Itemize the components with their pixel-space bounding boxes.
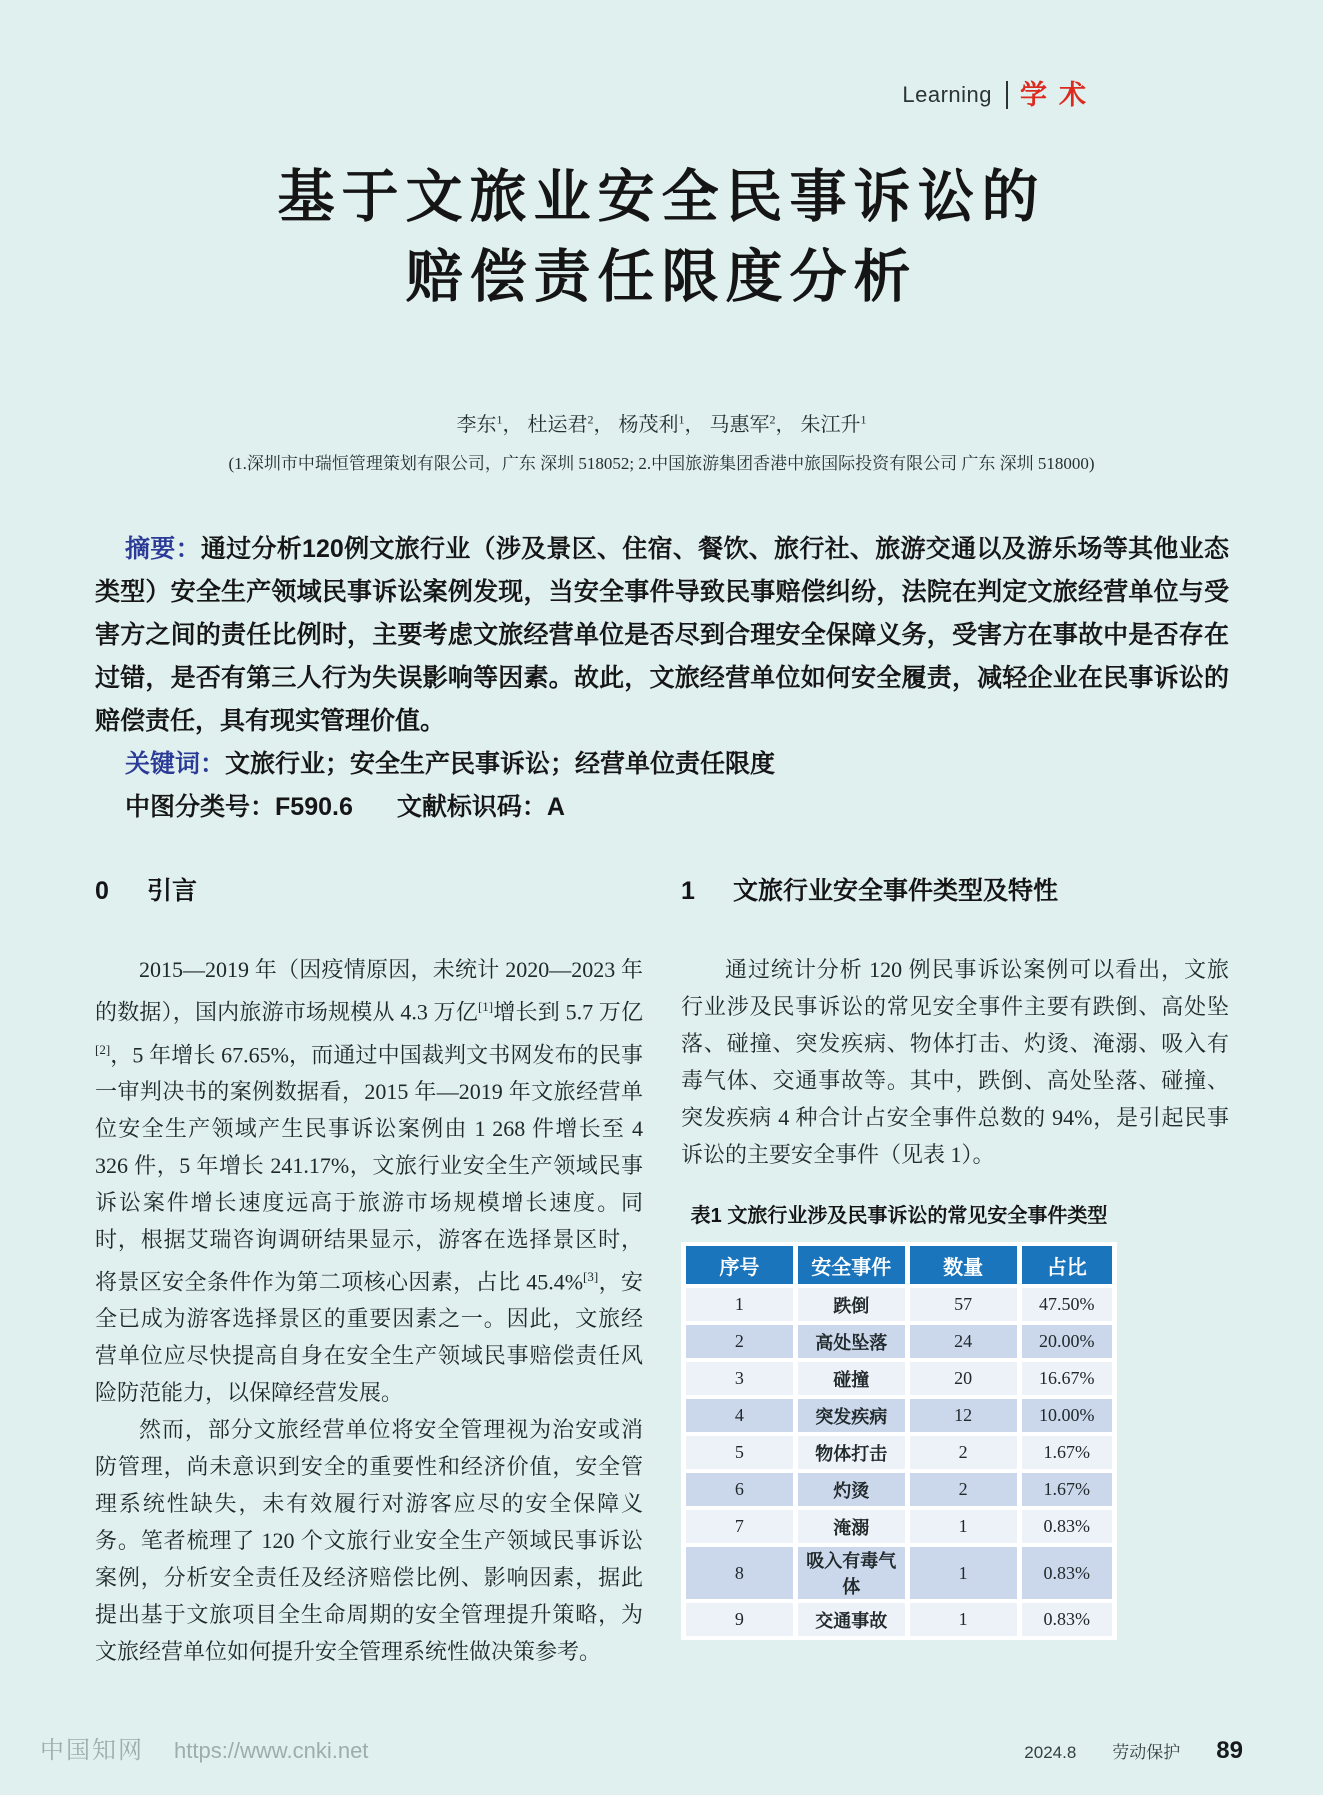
table-cell: 2 [910, 1473, 1017, 1506]
section-title: 文旅行业安全事件类型及特性 [733, 877, 1059, 906]
table-cell: 跌倒 [798, 1288, 905, 1321]
author-affiliation-mark: 1 [678, 412, 685, 427]
table-cell: 10.00% [1022, 1399, 1112, 1432]
section-number: 0 [95, 877, 109, 906]
journal-issue: 2024.8 [1024, 1743, 1077, 1762]
classification-line [125, 786, 1229, 829]
author: 杨茂利$^1$ [618, 412, 685, 437]
page-footer [40, 1730, 1243, 1765]
header-section-label: 学术 [1020, 80, 1098, 110]
journal-name: 劳动保护 [1112, 1743, 1181, 1762]
section-title: 引言 [147, 877, 198, 906]
right-column [681, 871, 1229, 1670]
intro-paragraph-1: 2015—2019 年（因疫情原因，未统计 2020—2023 年的数据），国内旅游市场规模从 4.3 万亿[1]增长到 5.7 万亿[2]，5 年增长 67.65%，而通过中国裁判文书网发布的民事一审判决书的案例数据看，2015 年—2019 年文旅经营单位安全生产领域产生民事诉讼案例由 1 268 件增长至 4 326 件，5 年增长 241.17%，文旅行业安全生产领域民事诉讼案件增长速度远高于旅游市场规模增长速度。同时，根据艾瑞咨询调研结果显示，游客在选择景区时，将景区安全条件作为第二项核心因素，占比 45.4%[3]，安全已成为游客选择景区的重要因素之一。因此，文旅经营单位应尽快提高自身在安全生产领域民事赔偿责任风险防范能力，以保障经营发展。 [95, 957, 643, 1406]
table-cell: 1.67% [1022, 1473, 1112, 1506]
table-row [686, 1436, 1112, 1469]
table-cell: 0.83% [1022, 1603, 1112, 1636]
table-cell: 20.00% [1022, 1325, 1112, 1358]
table-row [686, 1510, 1112, 1543]
table-cell: 5 [686, 1436, 793, 1469]
col-header-no: 序号 [686, 1246, 793, 1284]
col-header-count: 数量 [910, 1246, 1017, 1284]
author: 杜运君$^2$ [527, 412, 594, 437]
types-paragraph-1: 通过统计分析 120 例民事诉讼案例可以看出，文旅行业涉及民事诉讼的常见安全事件主要有跌倒、高处坠落、碰撞、突发疾病、物体打击、灼烫、淹溺、吸入有毒气体、交通事故等。其中，跌倒、高处坠落、碰撞、突发疾病 4 种合计占安全事件总数的 94%，是引起民事诉讼的主要安全事件（见表 1）。 [681, 957, 1229, 1168]
table-cell: 2 [910, 1436, 1017, 1469]
section-number: 1 [681, 877, 695, 906]
citation-ref-3: [3] [583, 1268, 599, 1284]
two-column-body [95, 871, 1229, 1670]
left-column [95, 871, 643, 1670]
author: 马惠军$^2$ [709, 412, 776, 437]
table-row [686, 1547, 1112, 1599]
clc-value: F590.6 [275, 793, 353, 822]
abstract-block [95, 528, 1229, 829]
author-separator: ， [502, 414, 523, 437]
table-cell: 吸入有毒气体 [798, 1547, 905, 1599]
table-cell: 4 [686, 1399, 793, 1432]
table-cell: 24 [910, 1325, 1017, 1358]
keywords-label: 关键词： [125, 750, 226, 779]
table-cell: 0.83% [1022, 1510, 1112, 1543]
table-row [686, 1399, 1112, 1432]
table-cell: 物体打击 [798, 1436, 905, 1469]
col-header-event: 安全事件 [798, 1246, 905, 1284]
section-heading-types [681, 871, 1229, 907]
table-row [686, 1288, 1112, 1321]
paper-title [0, 158, 1323, 318]
header-learning-label: Learning [902, 82, 992, 107]
page-header [0, 0, 1323, 112]
table-cell: 3 [686, 1362, 793, 1395]
header-divider [1006, 81, 1008, 109]
table-cell: 8 [686, 1547, 793, 1599]
safety-events-table [681, 1242, 1117, 1640]
cnki-url: https://www.cnki.net [174, 1738, 369, 1763]
table-cell: 1 [910, 1547, 1017, 1599]
author-affiliation-mark: 2 [769, 412, 776, 427]
author-affiliation-mark: 1 [496, 412, 503, 427]
table-caption: 表1 文旅行业涉及民事诉讼的常见安全事件类型 [690, 1205, 1108, 1228]
table-cell: 碰撞 [798, 1362, 905, 1395]
author-affiliation-mark: 1 [860, 412, 867, 427]
author: 朱江升$^1$ [800, 412, 867, 437]
author-separator: ， [775, 414, 796, 437]
title-line-2: 赔偿责任限度分析 [405, 246, 918, 310]
table-cell: 灼烫 [798, 1473, 905, 1506]
table-cell: 2 [686, 1325, 793, 1358]
author-affiliation-mark: 2 [587, 412, 594, 427]
affiliation-line: (1.深圳市中瑞恒管理策划有限公司，广东 深圳 518052; 2.中国旅游集团香港中旅国际投资有限公司 广东 深圳 518000) [228, 454, 1095, 474]
table-cell: 6 [686, 1473, 793, 1506]
table-cell: 47.50% [1022, 1288, 1112, 1321]
table-cell: 9 [686, 1603, 793, 1636]
table-cell: 高处坠落 [798, 1325, 905, 1358]
author-separator: ， [593, 414, 614, 437]
table-row [686, 1362, 1112, 1395]
table-row [686, 1325, 1112, 1358]
table-cell: 7 [686, 1510, 793, 1543]
citation-ref-1: [1] [477, 999, 494, 1015]
table-cell: 16.67% [1022, 1362, 1112, 1395]
table-cell: 突发疾病 [798, 1399, 905, 1432]
table-cell: 1.67% [1022, 1436, 1112, 1469]
keywords-line [125, 743, 1229, 786]
citation-ref-2: [2] [95, 1041, 111, 1057]
table-cell: 交通事故 [798, 1603, 905, 1636]
col-header-share: 占比 [1022, 1246, 1112, 1284]
table-header-row [686, 1246, 1112, 1284]
table-cell: 0.83% [1022, 1547, 1112, 1599]
doc-code-label: 文献标识码： [396, 793, 547, 822]
intro-paragraph-2: 然而，部分文旅经营单位将安全管理视为治安或消防管理，尚未意识到安全的重要性和经济价值，安全管理系统性缺失，未有效履行对游客应尽的安全保障义务。笔者梳理了 120 个文旅行业安全生产领域民事诉讼案例，分析安全责任及经济赔偿比例、影响因素，据此提出基于文旅项目全生命周期的安全管理提升策略，为文旅经营单位如何提升安全管理系统性做决策参考。 [95, 1417, 643, 1665]
footer-watermark [40, 1730, 368, 1765]
footer-journal-info [1024, 1737, 1243, 1765]
author-separator: ， [684, 414, 705, 437]
table-cell: 20 [910, 1362, 1017, 1395]
abstract-text: 通过分析120例文旅行业（涉及景区、住宿、餐饮、旅行社、旅游交通以及游乐场等其他业态类型）安全生产领域民事诉讼案例发现，当安全事件导致民事赔偿纠纷，法院在判定文旅经营单位与受害方之间的责任比例时，主要考虑文旅经营单位是否尽到合理安全保障义务，受害方在事故中是否存在过错，是否有第三人行为失误影响等因素。故此，文旅经营单位如何安全履责，减轻企业在民事诉讼的赔偿责任，具有现实管理价值。 [95, 535, 1229, 736]
title-line-1: 基于文旅业安全民事诉讼的 [277, 166, 1046, 230]
page-number: 89 [1216, 1737, 1243, 1764]
abstract-paragraph [95, 528, 1229, 743]
table-row [686, 1473, 1112, 1506]
abstract-label: 摘要： [125, 535, 201, 564]
table-cell: 1 [686, 1288, 793, 1321]
author-line [0, 408, 1323, 437]
doc-code-value: A [546, 793, 565, 822]
author: 李东$^1$ [456, 412, 503, 437]
keywords-text: 文旅行业；安全生产民事诉讼；经营单位责任限度 [225, 750, 776, 779]
section-heading-intro [95, 871, 643, 907]
clc-label: 中图分类号： [125, 793, 276, 822]
table-cell: 1 [910, 1603, 1017, 1636]
table-row [686, 1603, 1112, 1636]
table-cell: 57 [910, 1288, 1017, 1321]
cnki-site-name: 中国知网 [40, 1737, 144, 1764]
table-cell: 12 [910, 1399, 1017, 1432]
table-cell: 淹溺 [798, 1510, 905, 1543]
table-cell: 1 [910, 1510, 1017, 1543]
